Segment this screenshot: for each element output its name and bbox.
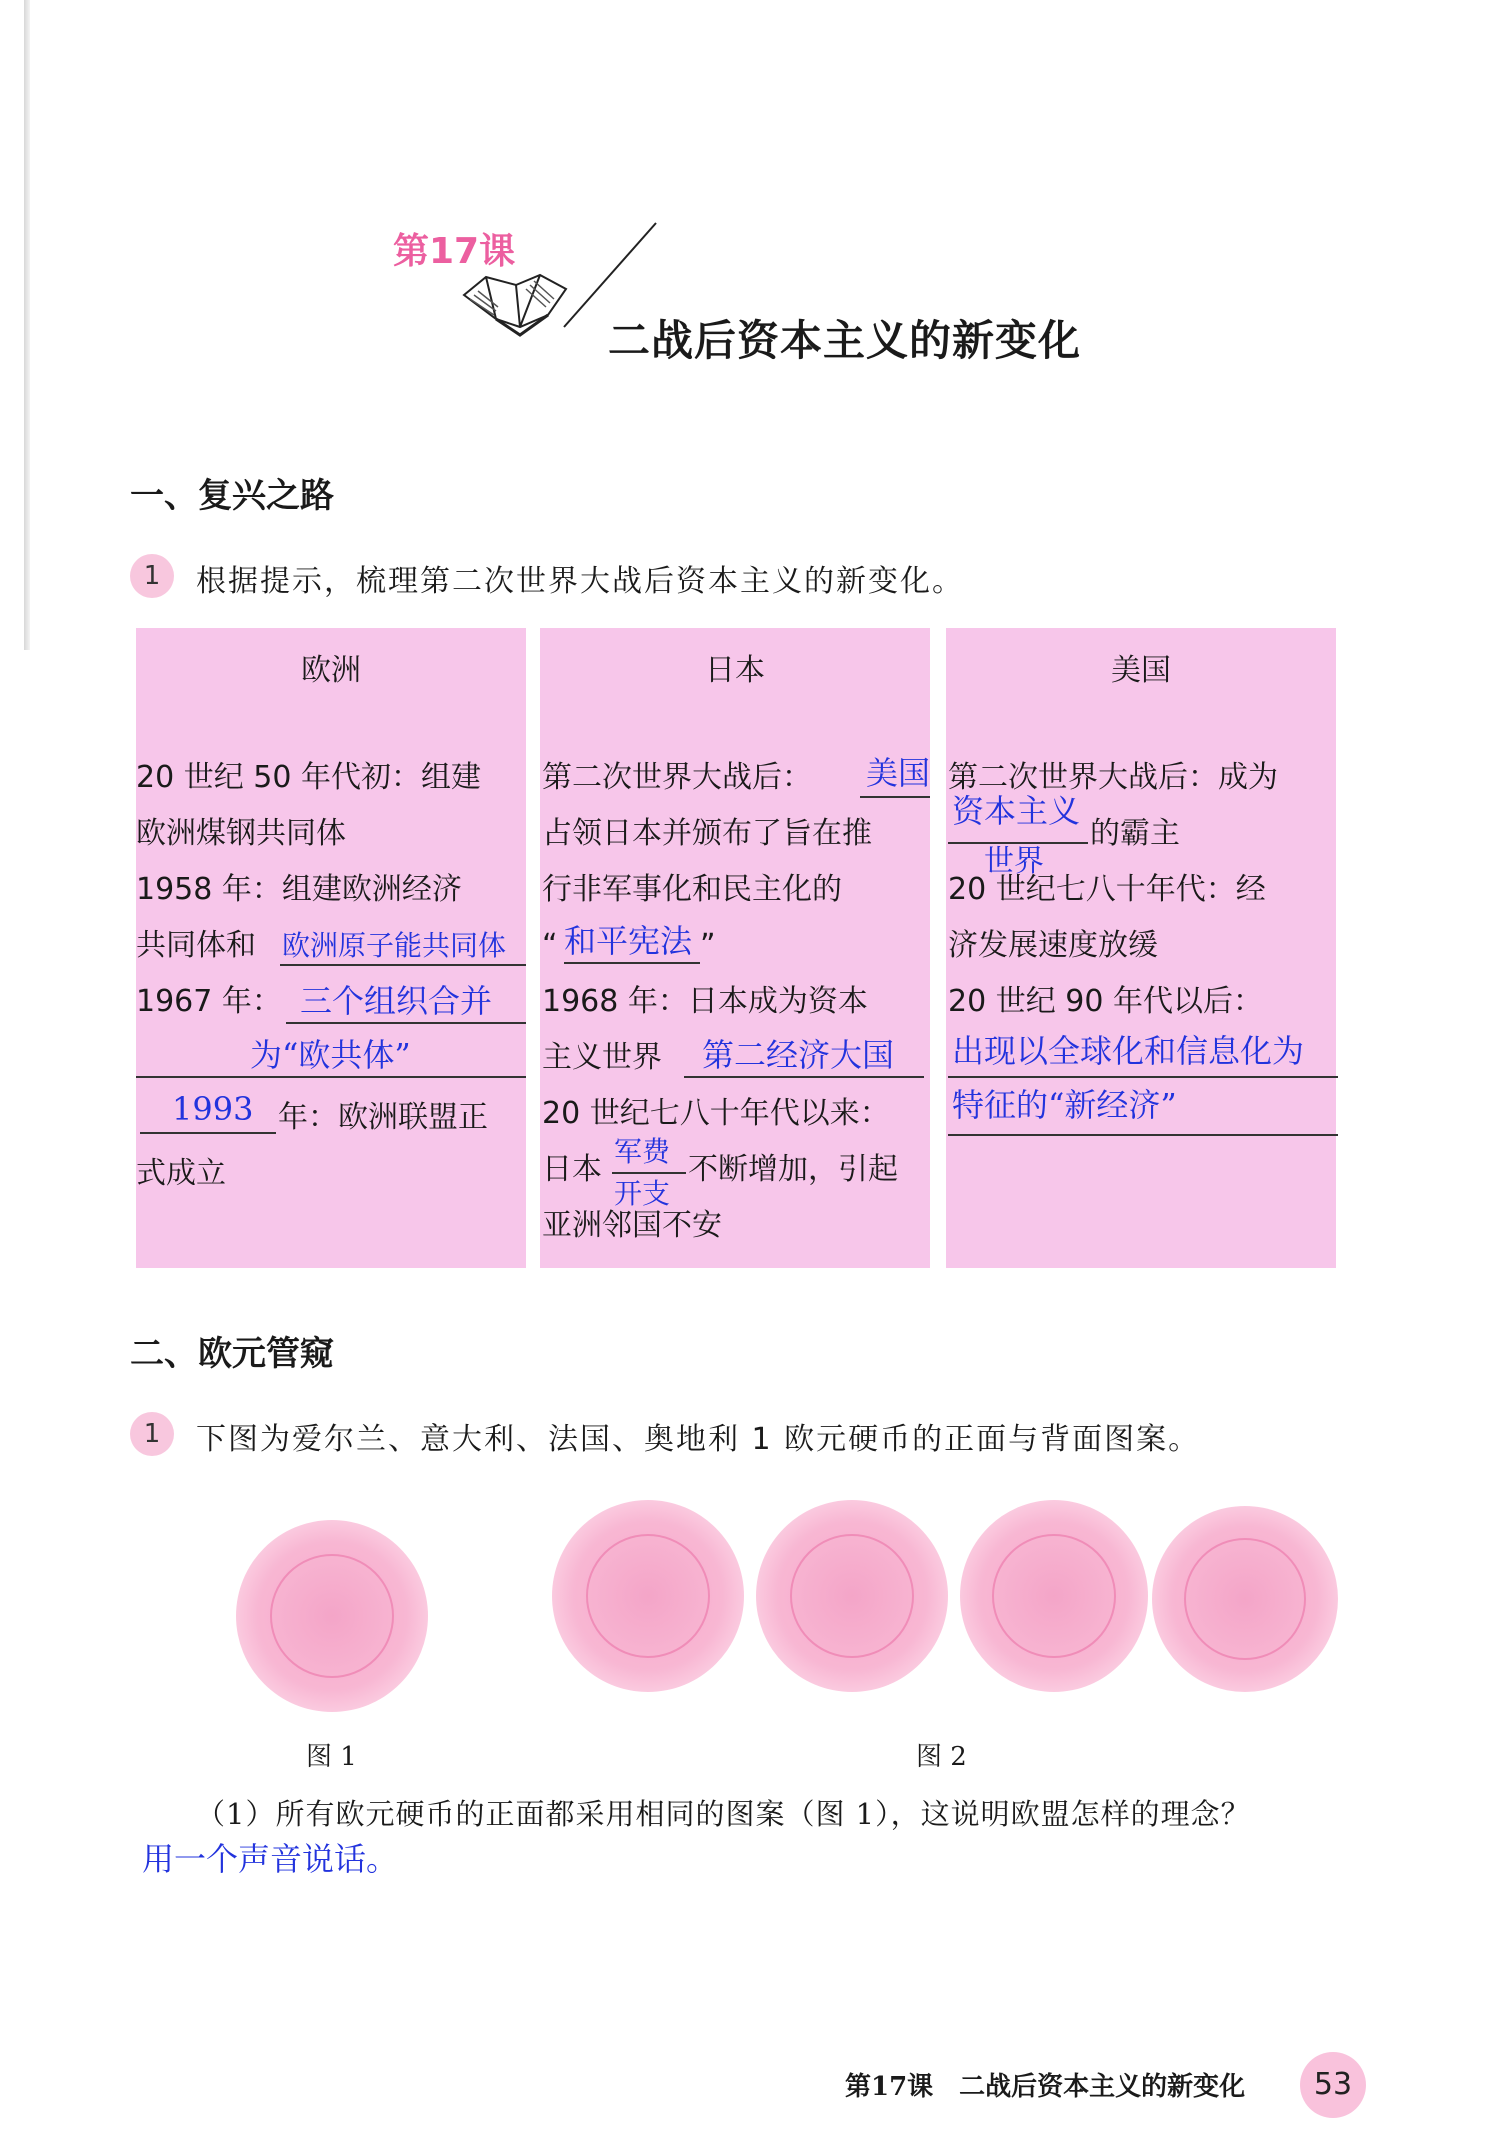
figure-label: 图 2 bbox=[916, 1742, 967, 1772]
europe-line: 20 世纪 50 年代初：组建 bbox=[136, 760, 481, 795]
japan-line: 主义世界 bbox=[542, 1040, 662, 1075]
japan-line: 日本 bbox=[542, 1152, 602, 1187]
answer-usa-capitalist: 资本主义 bbox=[952, 792, 1081, 830]
usa-line: 20 世纪 90 年代以后： bbox=[948, 984, 1263, 1019]
europe-line: 共同体和 bbox=[136, 928, 256, 963]
running-footer-title: 第17课 二战后资本主义的新变化 bbox=[845, 2072, 1246, 2102]
page-title: 二战后资本主义的新变化 bbox=[608, 316, 1082, 365]
section-heading-revival: 一、复兴之路 bbox=[130, 476, 334, 516]
europe-line: 年：欧洲联盟正 bbox=[278, 1100, 488, 1135]
japan-line: 1968 年：日本成为资本 bbox=[542, 984, 868, 1019]
usa-line: 的霸主 bbox=[1090, 816, 1180, 851]
question-text: 下图为爱尔兰、意大利、法国、奥地利 1 欧元硬币的正面与背面图案。 bbox=[196, 1422, 1201, 1457]
answer-blank-line bbox=[684, 1076, 924, 1078]
euro-coin-common-side bbox=[236, 1520, 428, 1712]
japan-line: 亚洲邻国不安 bbox=[542, 1208, 722, 1243]
answer-sub-question: 用一个声音说话。 bbox=[142, 1840, 399, 1878]
answer-blank-line bbox=[136, 1076, 526, 1078]
answer-japan-second-economy: 第二经济大国 bbox=[702, 1036, 895, 1074]
column-header-usa: 美国 bbox=[1111, 653, 1171, 688]
usa-line: 20 世纪七八十年代：经 bbox=[948, 872, 1266, 907]
answer-japan-military-spending: 军费 bbox=[614, 1135, 671, 1168]
sub-question-text: （1）所有欧元硬币的正面都采用相同的图案（图 1），这说明欧盟怎样的理念？ bbox=[196, 1797, 1251, 1831]
answer-europe-1993: 1993 bbox=[172, 1090, 254, 1128]
answer-usa-world: 世界 bbox=[984, 844, 1044, 879]
japan-line: 不断增加，引起 bbox=[688, 1152, 898, 1187]
answer-usa-new-economy: 特征的“新经济” bbox=[952, 1086, 1177, 1124]
europe-line: 欧洲煤钢共同体 bbox=[136, 816, 346, 851]
usa-line: 济发展速度放缓 bbox=[948, 928, 1158, 963]
question-text: 根据提示，梳理第二次世界大战后资本主义的新变化。 bbox=[196, 564, 964, 599]
answer-blank-line bbox=[564, 962, 700, 964]
answer-blank-line bbox=[286, 1022, 526, 1024]
page-number: 53 bbox=[1300, 2052, 1366, 2118]
answer-blank-line bbox=[948, 1134, 1338, 1136]
europe-line: 式成立 bbox=[136, 1156, 226, 1191]
japan-line: 占领日本并颁布了旨在推 bbox=[542, 816, 872, 851]
answer-europe-ec: 为“欧共体” bbox=[250, 1036, 411, 1074]
japan-line: ” bbox=[700, 928, 716, 963]
column-header-japan: 日本 bbox=[705, 653, 765, 688]
japan-line: “ bbox=[542, 928, 558, 963]
answer-japan-military-spending: 开支 bbox=[614, 1177, 671, 1210]
question-number-badge: 1 bbox=[130, 1412, 174, 1456]
answer-japan-constitution: 和平宪法 bbox=[564, 922, 693, 960]
euro-coin-france bbox=[960, 1500, 1148, 1692]
europe-line: 1958 年：组建欧洲经济 bbox=[136, 872, 462, 907]
euro-coin-austria bbox=[1152, 1506, 1338, 1692]
answer-blank-line bbox=[140, 1132, 276, 1134]
figure-label: 图 1 bbox=[306, 1742, 357, 1772]
answer-blank-line bbox=[860, 796, 930, 798]
page-binding-edge bbox=[24, 0, 30, 650]
answer-blank-line bbox=[280, 964, 526, 966]
answer-japan-us: 美国 bbox=[866, 754, 931, 792]
euro-coin-italy bbox=[756, 1500, 948, 1692]
answer-blank-line bbox=[948, 1076, 1338, 1078]
japan-line: 第二次世界大战后： bbox=[542, 760, 812, 795]
section-heading-euro: 二、欧元管窥 bbox=[130, 1334, 334, 1374]
column-header-europe: 欧洲 bbox=[301, 653, 361, 688]
answer-usa-new-economy: 出现以全球化和信息化为 bbox=[952, 1032, 1305, 1070]
usa-line: 第二次世界大战后：成为 bbox=[948, 760, 1278, 795]
japan-line: 20 世纪七八十年代以来： bbox=[542, 1096, 890, 1131]
answer-europe-atomic: 欧洲原子能共同体 bbox=[282, 929, 507, 962]
question-number-badge: 1 bbox=[130, 554, 174, 598]
japan-line: 行非军事化和民主化的 bbox=[542, 872, 842, 907]
europe-line: 1967 年： bbox=[136, 984, 282, 1019]
euro-coin-ireland bbox=[552, 1500, 744, 1692]
answer-europe-merge: 三个组织合并 bbox=[300, 982, 493, 1020]
lesson-label: 第17课 bbox=[393, 231, 516, 272]
